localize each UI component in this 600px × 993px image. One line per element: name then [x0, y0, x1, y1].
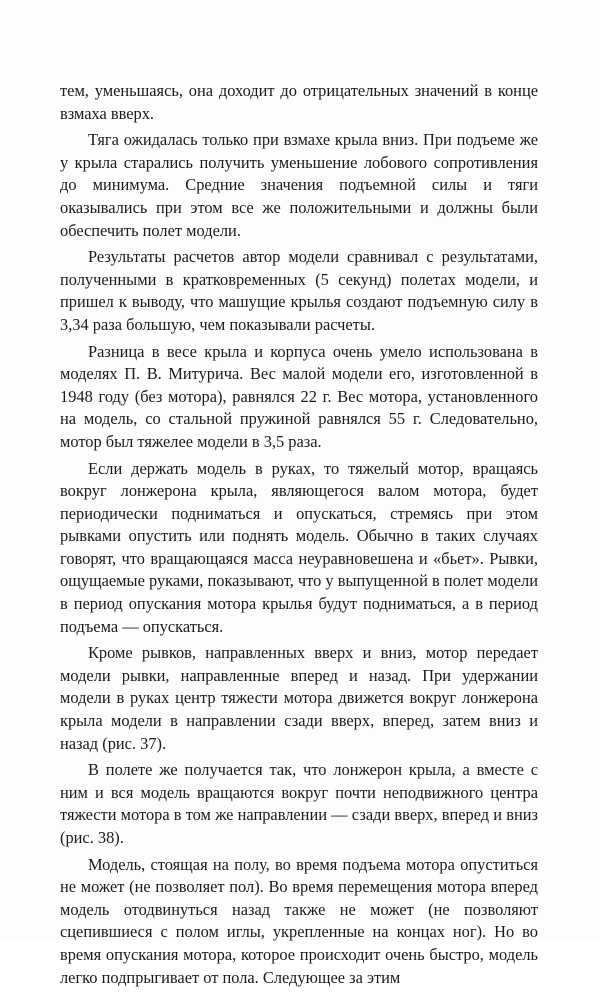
paragraph-5: Если держать модель в руках, то тяжелый мотор, вращаясь вокруг лонжерона крыла, являющегося валом мотора, будет периодически подниматься и опускаться, стремясь при этом рывками опустить или поднять модель. Обычно в таких случаях говорят, что вращающаяся масса неуравновешена и «бьет». Рывки, ощущаемые руками, показывают, что у выпущенной в полет модели в период опускания мотора крылья будут подниматься, а в период подъема — опускаться.: [60, 458, 538, 636]
page-text: [60, 80, 538, 993]
paragraph-1: тем, уменьшаясь, она доходит до отрицательных значений в конце взмаха вверх.: [60, 81, 538, 123]
paragraph-2: Тяга ожидалась только при взмахе крыла вниз. При подъеме же у крыла старались получить уменьшение лобового сопротивления до минимума. Средние значения подъемной силы и тяги оказывались при этом все же положительными и должны были обеспечить полет модели.: [60, 130, 538, 240]
paragraph-8: Модель, стоящая на полу, во время подъема мотора опуститься не может (не позволяет пол). Во время перемещения мотора вперед модель отодвинуться назад также не может (не позволяют сцепившиеся с полом иглы, укрепленные на концах ног). Но во время опускания мотора, которое происходит очень быстро, модель легко подпрыгивает от пола. Следующее за этим: [60, 854, 538, 987]
paragraph-6: Кроме рывков, направленных вверх и вниз, мотор передает модели рывки, направленные вперед и назад. При удержании модели в руках центр тяжести мотора движется вокруг лонжерона крыла модели в направлении сзади вверх, вперед, затем вниз и назад (рис. 37).: [60, 643, 538, 753]
paragraph-7: В полете же получается так, что лонжерон крыла, а вместе с ним и вся модель вращаются вокруг почти неподвижного центра тяжести мотора в том же направлении — сзади вверх, вперед и вниз (рис. 38).: [60, 760, 538, 847]
paragraph-3: Результаты расчетов автор модели сравнивал с результатами, полученными в кратковременных (5 секунд) полетах модели, и пришел к выводу, что машущие крылья создают подъемную силу в 3,34 раза большую, чем показывали расчеты.: [60, 247, 538, 334]
paragraph-4: Разница в весе крыла и корпуса очень умело использована в моделях П. В. Митурича. Вес малой модели его, изготовленной в 1948 году (без мотора), равнялся 22 г. Вес мотора, установленного на модель, со стальной пружиной равнялся 55 г. Следовательно, мотор был тяжелее модели в 3,5 раза.: [60, 341, 538, 451]
